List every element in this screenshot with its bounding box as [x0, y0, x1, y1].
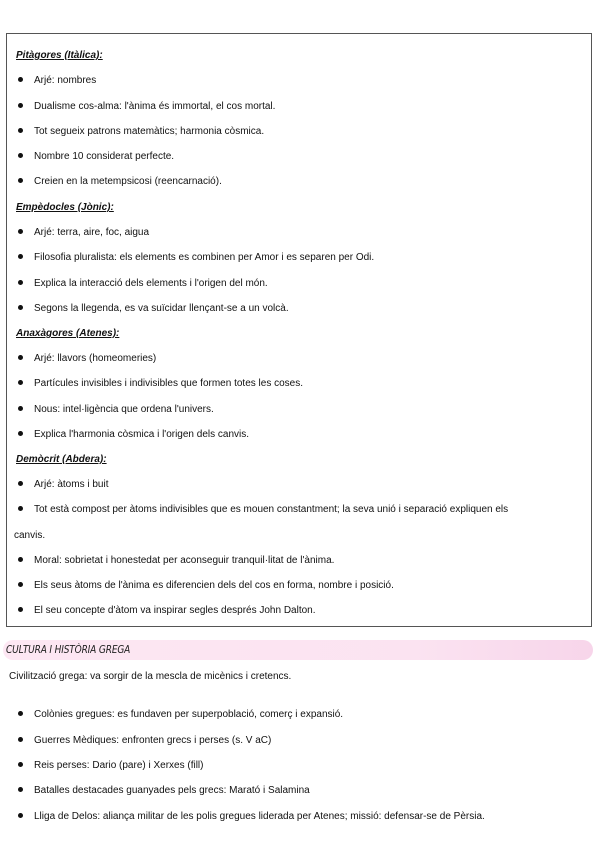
list-item: Tot està compost per àtoms indivisibles que es mouen constantment; la seva unió i separació expliquen els: [18, 503, 508, 517]
bullet-icon: [18, 762, 23, 767]
list-item: Segons la llegenda, es va suïcidar llençant-se a un volcà.: [18, 302, 289, 316]
bullet-icon: [18, 582, 23, 587]
bullet-icon: [18, 506, 23, 511]
bullet-icon: [18, 103, 23, 108]
heading-democrit: Demòcrit (Abdera):: [16, 454, 107, 465]
bullet-icon: [18, 77, 23, 82]
bullet-icon: [18, 481, 23, 486]
bullet-icon: [18, 813, 23, 818]
list-item: Arjé: nombres: [18, 74, 96, 88]
heading-anaxagores: Anaxàgores (Atenes):: [16, 328, 120, 339]
list-item: Lliga de Delos: aliança militar de les polis gregues liderada per Atenes; missió: defensar-se de Pèrsia.: [18, 810, 485, 824]
list-item: Batalles destacades guanyades pels grecs: Marató i Salamina: [18, 784, 310, 798]
list-item: Nous: intel·ligència que ordena l'univers.: [18, 403, 214, 417]
heading-pitagores: Pitàgores (Itàlica):: [16, 50, 103, 61]
list-item: Dualisme cos-alma: l'ànima és immortal, el cos mortal.: [18, 100, 275, 114]
bullet-icon: [18, 406, 23, 411]
list-item: Filosofia pluralista: els elements es combinen per Amor i es separen per Odi.: [18, 251, 374, 265]
list-item: Partícules invisibles i indivisibles que formen totes les coses.: [18, 377, 303, 391]
bullet-icon: [18, 380, 23, 385]
section-title: CULTURA I HISTÒRIA GREGA: [6, 643, 131, 656]
bullet-icon: [18, 737, 23, 742]
list-item-continuation: canvis.: [14, 530, 46, 541]
list-item: Tot segueix patrons matemàtics; harmonia còsmica.: [18, 125, 264, 139]
list-item: Arjé: llavors (homeomeries): [18, 352, 156, 366]
bullet-icon: [18, 280, 23, 285]
list-item: Reis perses: Dario (pare) i Xerxes (fill): [18, 759, 204, 773]
bullet-icon: [18, 355, 23, 360]
bullet-icon: [18, 128, 23, 133]
list-item: Arjé: terra, aire, foc, aigua: [18, 226, 149, 240]
bullet-icon: [18, 153, 23, 158]
list-item: Explica l'harmonia còsmica i l'origen dels canvis.: [18, 428, 249, 442]
list-item: Explica la interacció dels elements i l'origen del món.: [18, 277, 268, 291]
bullet-icon: [18, 254, 23, 259]
list-item: Colònies gregues: es fundaven per superpoblació, comerç i expansió.: [18, 708, 343, 722]
bullet-icon: [18, 305, 23, 310]
list-item: El seu concepte d'àtom va inspirar segles després John Dalton.: [18, 604, 316, 618]
bullet-icon: [18, 711, 23, 716]
section-intro: Civilització grega: va sorgir de la mescla de micènics i cretencs.: [9, 671, 292, 682]
list-item: Moral: sobrietat i honestedat per aconseguir tranquil·litat de l'ànima.: [18, 554, 334, 568]
bullet-icon: [18, 607, 23, 612]
bullet-icon: [18, 178, 23, 183]
bullet-icon: [18, 229, 23, 234]
list-item: Els seus àtoms de l'ànima es diferencien dels del cos en forma, nombre i posició.: [18, 579, 394, 593]
bullet-icon: [18, 787, 23, 792]
list-item: Guerres Mèdiques: enfronten grecs i perses (s. V aC): [18, 734, 271, 748]
list-item: Nombre 10 considerat perfecte.: [18, 150, 174, 164]
list-item: Creien en la metempsicosi (reencarnació).: [18, 175, 222, 189]
heading-empedocles: Empèdocles (Jònic):: [16, 202, 114, 213]
bullet-icon: [18, 431, 23, 436]
bullet-icon: [18, 557, 23, 562]
list-item: Arjé: àtoms i buit: [18, 478, 108, 492]
